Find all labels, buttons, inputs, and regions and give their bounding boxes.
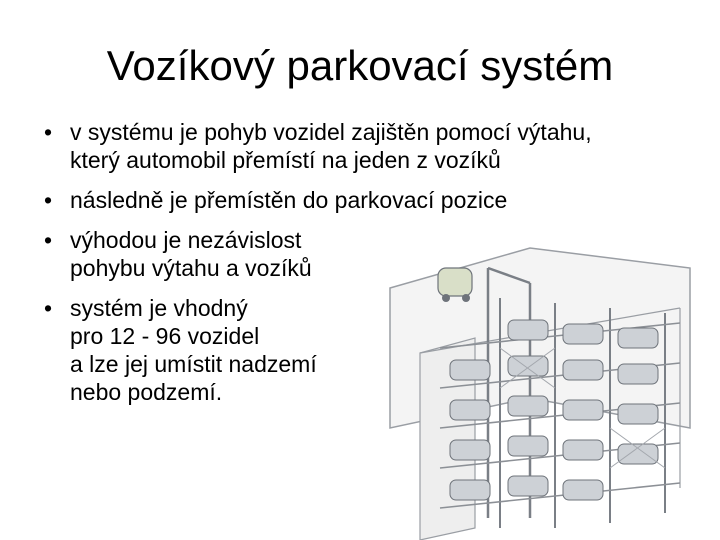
parking-system-illustration xyxy=(380,228,700,540)
bullet-4-line-4: nebo podzemí. xyxy=(70,379,223,405)
bullet-icon: • xyxy=(44,119,53,145)
bullet-4-line-3: a lze jej umístit nadzemí xyxy=(70,351,317,377)
bullet-1-line-1: v systému je pohyb vozidel zajištěn pomocí výtahu, xyxy=(70,119,592,145)
bullet-icon: • xyxy=(44,187,53,213)
bullet-4-line-1: systém je vhodný xyxy=(70,295,248,321)
bullet-item-1 xyxy=(40,118,710,174)
bullet-3-line-1: výhodou je nezávislost xyxy=(70,227,302,253)
bullet-1-line-2: který automobil přemístí na jeden z vozíků xyxy=(70,147,501,173)
bullet-3-line-2: pohybu výtahu a vozíků xyxy=(70,255,312,281)
bullet-4-line-2: pro 12 - 96 vozidel xyxy=(70,323,260,349)
bullet-2-line-1: následně je přemístěn do parkovací pozice xyxy=(70,187,508,213)
bullet-item-2 xyxy=(40,186,710,214)
slide-title: Vozíkový parkovací systém xyxy=(106,42,614,89)
bullet-icon: • xyxy=(44,227,53,253)
bullet-icon: • xyxy=(44,295,53,321)
